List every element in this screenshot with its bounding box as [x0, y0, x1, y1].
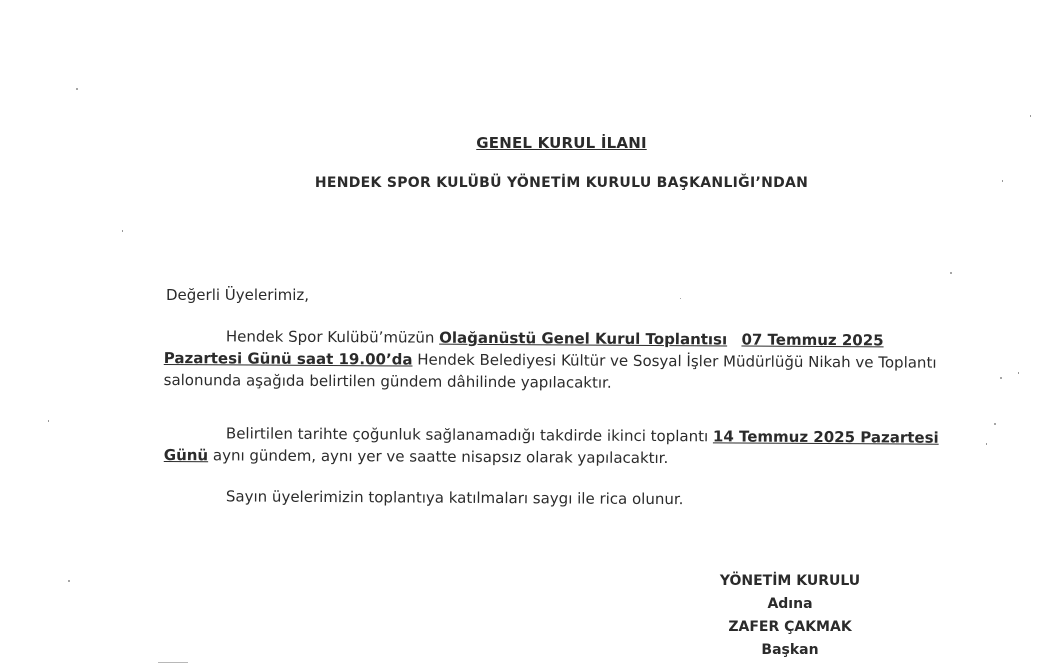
scan-speck	[680, 298, 681, 299]
scan-speck	[1030, 115, 1031, 117]
paragraph2-intro: Belirtilen tarihte çoğunluk sağlanamadığı takdirde ikinci toplantı	[225, 424, 713, 446]
closing-text: Sayın üyelerimizin toplantıya katılmaları saygı ile rica olunur.	[225, 487, 684, 509]
second-meeting-date: 14 Temmuz 2025 Pazartesi Günü	[163, 427, 939, 465]
scan-speck	[950, 272, 952, 274]
scan-speck	[986, 443, 987, 445]
signature-board: YÖNETİM KURULU	[719, 573, 861, 589]
scan-speck	[1018, 372, 1019, 374]
scan-speck	[994, 423, 996, 425]
paragraph-meeting-announcement	[164, 325, 964, 396]
document-subtitle: HENDEK SPOR KULÜBÜ YÖNETİM KURULU BAŞKANLIĞI’NDAN	[314, 175, 809, 191]
paragraph2-rest: aynı gündem, aynı yer ve saatte nisapsız olarak yapılacaktır.	[208, 446, 669, 468]
scan-edge-line	[158, 662, 188, 663]
signature-role: Başkan	[761, 642, 819, 658]
paragraph1-intro: Hendek Spor Kulübü’müzün	[225, 327, 440, 347]
scan-speck	[48, 420, 49, 422]
paragraph-closing	[164, 485, 964, 512]
salutation: Değerli Üyelerimiz,	[166, 286, 310, 304]
document-title: GENEL KURUL İLANI	[476, 134, 647, 152]
paragraph-second-meeting	[164, 422, 964, 471]
meeting-date-time: 07 Temmuz 2025 Pazartesi Günü saat 19.00’da	[163, 330, 884, 369]
signature-block	[680, 570, 900, 662]
scan-speck	[1002, 180, 1003, 182]
meeting-type: Olağanüstü Genel Kurul Toplantısı	[439, 328, 728, 349]
scan-speck	[68, 580, 70, 582]
scan-speck	[76, 88, 78, 90]
signature-on-behalf: Adına	[767, 596, 813, 612]
signature-name: ZAFER ÇAKMAK	[728, 619, 852, 635]
scan-speck	[1000, 377, 1002, 379]
scan-speck	[122, 230, 123, 232]
paragraph1-rest: Hendek Belediyesi Kültür ve Sosyal İşler Müdürlüğü Nikah ve Toplantı salonunda aşağıda belirtilen gündem dâhilinde yapılacaktır.	[163, 350, 937, 392]
